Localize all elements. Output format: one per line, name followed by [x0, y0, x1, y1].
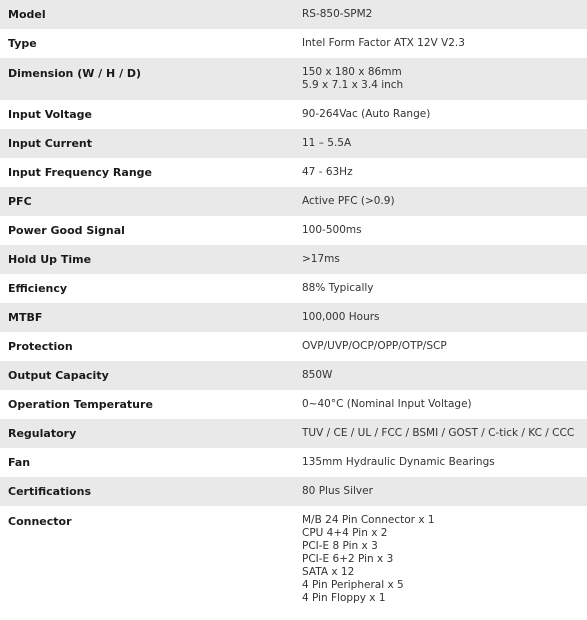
- spec-value-line: 850W: [302, 369, 333, 381]
- spec-value: [294, 361, 587, 390]
- spec-value-line: 80 Plus Silver: [302, 485, 373, 497]
- spec-value-line: 135mm Hydraulic Dynamic Bearings: [302, 456, 495, 468]
- spec-row-model: [0, 0, 587, 29]
- spec-row-efficiency: [0, 274, 587, 303]
- spec-value-line: Active PFC (>0.9): [302, 195, 395, 207]
- spec-value: [294, 58, 587, 100]
- spec-value-line: 90-264Vac (Auto Range): [302, 108, 431, 120]
- spec-value: [294, 332, 587, 361]
- spec-key: Hold Up Time: [8, 253, 92, 266]
- spec-value: [294, 506, 587, 610]
- spec-value: [294, 477, 587, 506]
- spec-key: Regulatory: [8, 427, 77, 440]
- spec-row-protection: [0, 332, 587, 361]
- spec-row-regulatory: [0, 419, 587, 448]
- spec-value-line: 150 x 180 x 86mm: [302, 66, 402, 78]
- spec-key: Output Capacity: [8, 369, 109, 382]
- spec-value: [294, 100, 587, 129]
- spec-key: Dimension (W / H / D): [8, 67, 142, 80]
- spec-value: [294, 0, 587, 29]
- spec-value: [294, 158, 587, 187]
- spec-row-mtbf: [0, 303, 587, 332]
- spec-row-type: [0, 29, 587, 58]
- spec-value-line: 4 Pin Peripheral x 5: [302, 579, 404, 591]
- spec-key: Input Voltage: [8, 108, 92, 121]
- spec-value: [294, 29, 587, 58]
- spec-value-line: PCI-E 6+2 Pin x 3: [302, 553, 394, 565]
- spec-key: Type: [8, 37, 37, 50]
- spec-row-input-frequency: [0, 158, 587, 187]
- spec-row-fan: [0, 448, 587, 477]
- spec-row-dimension: [0, 58, 587, 100]
- spec-value-line: 0~40°C (Nominal Input Voltage): [302, 398, 472, 410]
- spec-key: Efficiency: [8, 282, 68, 295]
- spec-value-line: 5.9 x 7.1 x 3.4 inch: [302, 79, 404, 91]
- spec-key: Model: [8, 8, 46, 21]
- spec-value: [294, 303, 587, 332]
- spec-value-line: 100-500ms: [302, 224, 362, 236]
- spec-value-line: OVP/UVP/OCP/OPP/OTP/SCP: [302, 340, 447, 352]
- spec-value-line: RS-850-SPM2: [302, 8, 373, 20]
- spec-row-pfc: [0, 187, 587, 216]
- spec-value-line: 11 – 5.5A: [302, 137, 352, 149]
- spec-row-hold-up-time: [0, 245, 587, 274]
- spec-row-input-voltage: [0, 100, 587, 129]
- spec-value: [294, 245, 587, 274]
- spec-value-line: 47 - 63Hz: [302, 166, 353, 178]
- spec-value: [294, 187, 587, 216]
- spec-key: Operation Temperature: [8, 398, 153, 411]
- spec-value: [294, 274, 587, 303]
- spec-row-output-capacity: [0, 361, 587, 390]
- spec-value-line: TUV / CE / UL / FCC / BSMI / GOST / C-tick / KC / CCC: [302, 427, 575, 439]
- spec-row-certifications: [0, 477, 587, 506]
- spec-value-line: SATA x 12: [302, 566, 355, 578]
- spec-row-input-current: [0, 129, 587, 158]
- spec-value-line: >17ms: [302, 253, 340, 265]
- spec-value: [294, 419, 587, 448]
- spec-value-line: PCI-E 8 Pin x 3: [302, 540, 378, 552]
- spec-row-connector: [0, 506, 587, 610]
- spec-row-power-good: [0, 216, 587, 245]
- spec-row-operation-temperature: [0, 390, 587, 419]
- spec-value-line: 100,000 Hours: [302, 311, 380, 323]
- spec-value-line: 88% Typically: [302, 282, 374, 294]
- spec-key: Power Good Signal: [8, 224, 125, 237]
- spec-value: [294, 390, 587, 419]
- spec-value-line: Intel Form Factor ATX 12V V2.3: [302, 37, 465, 49]
- spec-key: Certifications: [8, 485, 92, 498]
- spec-value: [294, 448, 587, 477]
- spec-value-line: 4 Pin Floppy x 1: [302, 592, 386, 604]
- spec-key: PFC: [8, 195, 32, 208]
- spec-key: Input Frequency Range: [8, 166, 152, 179]
- spec-value: [294, 216, 587, 245]
- spec-value-line: M/B 24 Pin Connector x 1: [302, 514, 435, 526]
- spec-key: Fan: [8, 456, 31, 469]
- spec-key: Protection: [8, 340, 73, 353]
- spec-key: Input Current: [8, 137, 93, 150]
- spec-value: [294, 129, 587, 158]
- spec-key: Connector: [8, 515, 72, 528]
- spec-key: MTBF: [8, 311, 43, 324]
- spec-value-line: CPU 4+4 Pin x 2: [302, 527, 388, 539]
